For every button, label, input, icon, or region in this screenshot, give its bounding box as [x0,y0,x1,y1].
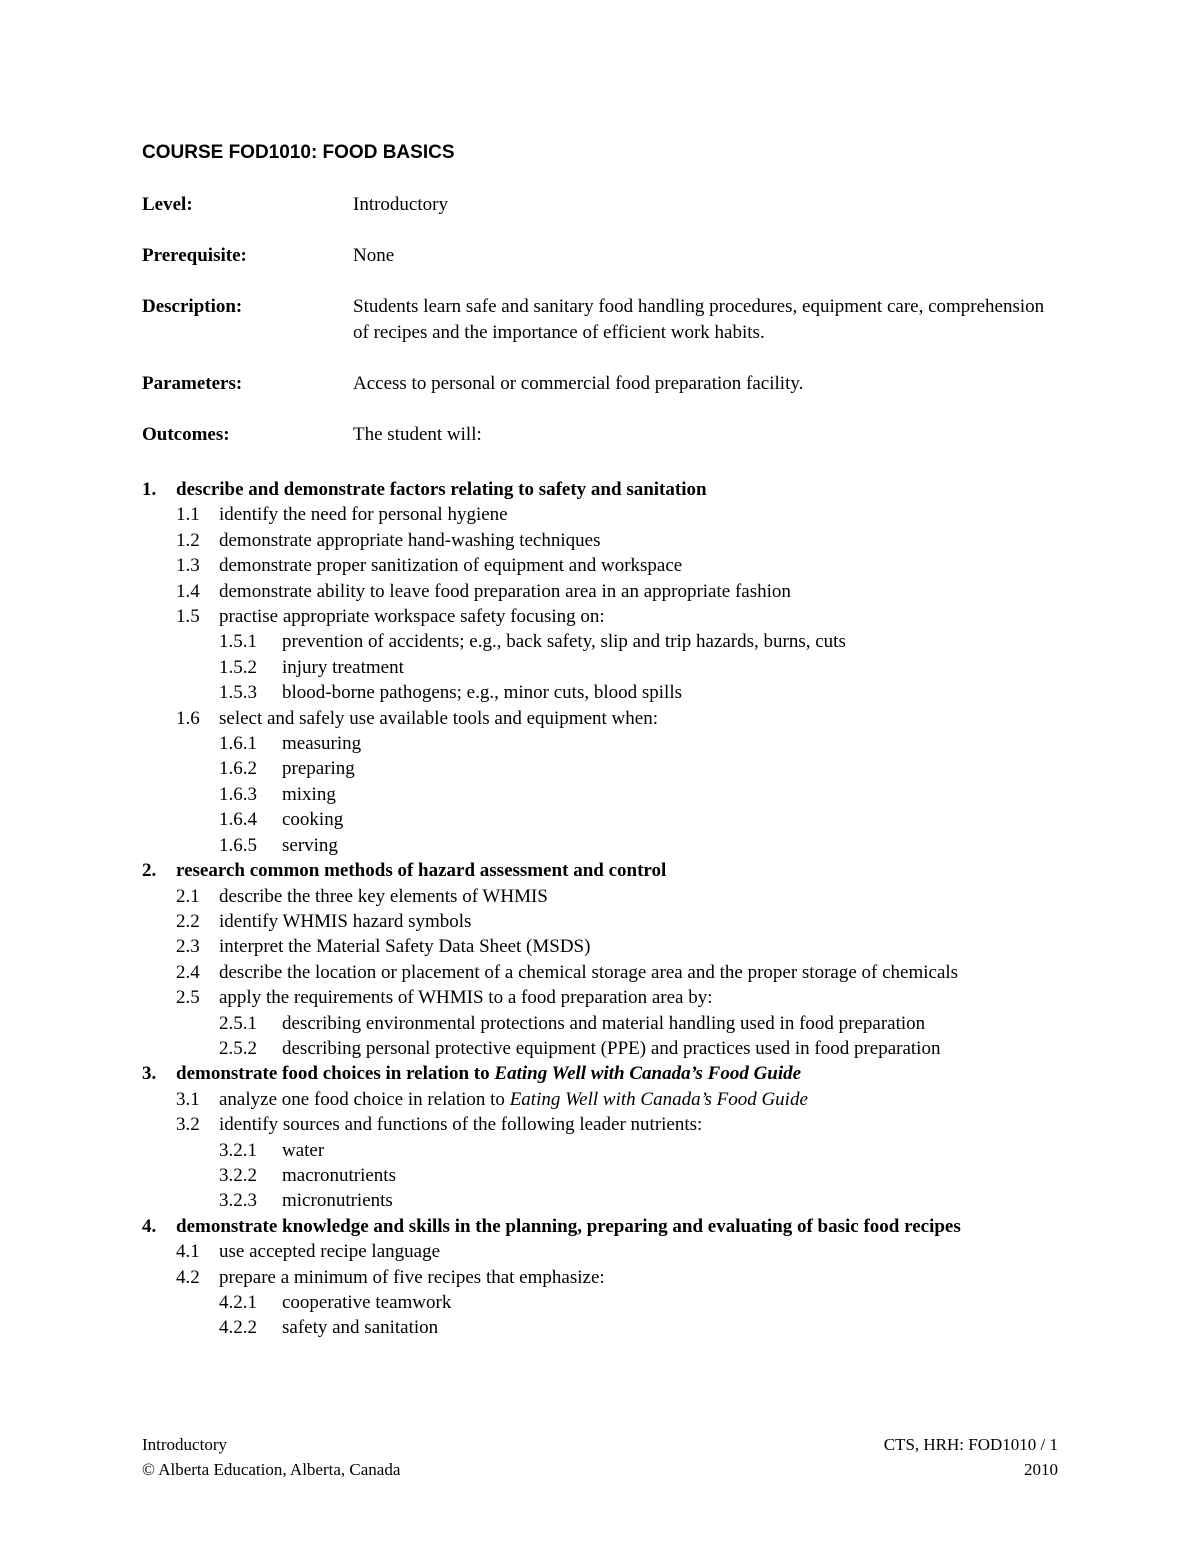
outcome-subitem-number: 1.5.1 [219,631,257,653]
outcome-item-text-main: apply the requirements of WHMIS to a food preparation area by: [219,987,713,1009]
outcome-subitem-text: cooking [282,809,344,831]
outcome-subitem-number: 1.5.3 [219,682,257,704]
outcome-item [142,985,1062,1010]
outcome-item-text [219,553,1062,578]
outcome-item-text-main: prepare a minimum of five recipes that emphasize: [219,1266,605,1288]
outcome-item-text-main: use accepted recipe language [219,1241,441,1263]
footer-right [884,1432,1058,1482]
outcome-item-text-italic: Eating Well with Canada’s Food Guide [509,1088,808,1110]
parameters-row [142,371,1062,397]
outcome-subitem-text: water [282,1139,325,1161]
outcome-item [142,1265,1062,1290]
level-label: Level: [142,194,193,215]
outcome-item-number: 2.1 [176,885,200,907]
outcome-text [176,1061,1062,1086]
footer-left [142,1432,400,1482]
outcome-item [142,604,1062,629]
outcome-subitem [142,1188,1062,1213]
outcome-subitem-text: injury treatment [282,656,404,678]
outcome-subitem-number: 2.5.1 [219,1012,257,1034]
outcome-item-text-main: identify the need for personal hygiene [219,504,508,526]
outcome-subitem-text: serving [282,834,338,856]
level-value: Introductory [353,194,448,215]
outcome-item-number: 1.4 [176,580,200,602]
outcome-subitem-number: 4.2.2 [219,1317,257,1339]
outcome-text-main: demonstrate food choices in relation to [176,1063,495,1085]
outcome-subitem-number: 1.6.3 [219,783,257,805]
outcome-subitem-number: 1.5.2 [219,656,257,678]
outcome-item-text-main: demonstrate appropriate hand-washing techniques [219,529,601,551]
outcome-subitem-text: safety and sanitation [282,1317,439,1339]
outcome-item-number: 4.1 [176,1241,200,1263]
outcome-subitem [142,629,1062,654]
outcome-item-number: 1.1 [176,504,200,526]
footer-copyright: © Alberta Education, Alberta, Canada [142,1460,401,1479]
outcome-subitem-number: 3.2.3 [219,1190,257,1212]
outcome-item-text-main: identify sources and functions of the following leader nutrients: [219,1114,703,1136]
outcome-subitem-number: 1.6.5 [219,834,257,856]
outcome-text-main: demonstrate knowledge and skills in the planning, preparing and evaluating of basic food recipes [176,1215,961,1237]
outcome-item-text [219,1239,1062,1264]
outcome-item [142,1112,1062,1137]
outcome-number: 4. [142,1215,157,1237]
outcome-heading [142,1061,1062,1086]
outcome-item-text [219,1112,1062,1137]
outcome-item-text-main: describe the three key elements of WHMIS [219,885,548,907]
outcome-item-text-main: select and safely use available tools and equipment when: [219,707,658,729]
outcome-text-italic: Eating Well with Canada’s Food Guide [494,1063,802,1085]
prerequisite-row [142,243,1062,269]
outcomes-label: Outcomes: [142,423,230,445]
outcome-subitem-text: blood-borne pathogens; e.g., minor cuts, blood spills [282,682,683,704]
outcome-item-number: 2.5 [176,987,200,1009]
outcome-item-number: 3.2 [176,1114,200,1136]
outcome-item-text [219,502,1062,527]
outcome-item [142,884,1062,909]
outcome-item-text-main: interpret the Material Safety Data Sheet (MSDS) [219,936,591,958]
outcome-subitem-text: measuring [282,733,362,755]
outcome-text [176,1214,1062,1239]
outcome-item-number: 1.5 [176,606,200,628]
outcome-subitem-text: cooperative teamwork [282,1292,452,1313]
outcome-subitem [142,655,1062,680]
footer-year: 2010 [1024,1460,1058,1479]
outcome-subitem-number: 4.2.1 [219,1292,257,1313]
outcome-item [142,579,1062,604]
parameters-label: Parameters: [142,372,243,394]
description-value: Students learn safe and sanitary food handling procedures, equipment care, comprehension of recipes and the importance of efficient work habits. [353,296,1045,343]
prerequisite-label: Prerequisite: [142,245,247,266]
outcome-text [176,858,1062,883]
outcome-item-number: 1.2 [176,529,200,551]
outcome-subitem-number: 1.6.4 [219,809,257,831]
outcome-item [142,960,1062,985]
outcome-subitem [142,1036,1062,1061]
outcome-item [142,706,1062,731]
outcome-heading [142,477,1062,502]
outcome-item-number: 4.2 [176,1266,200,1288]
outcome-subitem-text: mixing [282,783,336,805]
outcome-subitem [142,756,1062,781]
outcome-subitem [142,1315,1062,1340]
outcome-item-text [219,1265,1062,1290]
outcome-subitem-number: 3.2.2 [219,1164,257,1186]
outcome-subitem-text: macronutrients [282,1164,396,1186]
outcome-item-text [219,909,1062,934]
outcome-number: 2. [142,860,157,882]
footer-course-code: CTS, HRH: FOD1010 / 1 [883,1435,1058,1454]
prerequisite-value: None [353,245,395,266]
outcome-text [176,477,1062,502]
outcome-subitem-text: preparing [282,758,355,780]
outcome-subitem-text: prevention of accidents; e.g., back safety, slip and trip hazards, burns, cuts [282,631,846,653]
outcome-item-number: 2.2 [176,910,200,932]
course-title: COURSE FOD1010: FOOD BASICS [142,142,455,163]
outcome-subitem-text: describing environmental protections and material handling used in food preparation [282,1012,926,1034]
outcome-item-text [219,706,1062,731]
outcome-item-number: 1.3 [176,555,200,577]
outcome-subitem [142,1290,1062,1315]
outcome-item-text [219,528,1062,553]
outcome-item-text [219,1087,1062,1112]
outcome-subitem [142,833,1062,858]
outcome-item-text-main: analyze one food choice in relation to [219,1088,510,1110]
outcome-subitem [142,680,1062,705]
outcomes-row [142,422,1062,448]
outcome-number: 1. [142,479,157,500]
outcome-number: 3. [142,1063,157,1085]
description-label: Description: [142,296,243,317]
level-row [142,192,1062,218]
outcome-subitem-number: 2.5.2 [219,1037,257,1059]
outcome-subitem [142,1138,1062,1163]
outcome-item [142,1087,1062,1112]
outcome-subitem [142,782,1062,807]
outcome-text-main: describe and demonstrate factors relating to safety and sanitation [176,479,707,500]
footer-level: Introductory [142,1435,227,1454]
outcome-subitem-number: 1.6.2 [219,758,257,780]
outcome-item-number: 2.4 [176,961,200,983]
outcome-heading [142,1214,1062,1239]
outcome-subitem-text: describing personal protective equipment (PPE) and practices used in food preparation [282,1037,941,1059]
outcome-item-text [219,934,1062,959]
outcomes-list [142,477,1062,1341]
outcome-item-text-main: describe the location or placement of a chemical storage area and the proper storage of chemicals [219,961,959,983]
outcome-item-text [219,960,1062,985]
outcome-item [142,909,1062,934]
outcome-subitem [142,807,1062,832]
outcome-text-main: research common methods of hazard assessment and control [176,860,667,882]
outcome-item [142,934,1062,959]
outcome-subitem [142,731,1062,756]
parameters-value: Access to personal or commercial food preparation facility. [353,372,804,394]
outcomes-value: The student will: [353,423,482,445]
outcome-subitem-number: 3.2.1 [219,1139,257,1161]
outcome-heading [142,858,1062,883]
outcome-item-text [219,884,1062,909]
outcome-subitem-number: 1.6.1 [219,733,257,755]
outcome-subitem [142,1011,1062,1036]
course-meta [142,192,1062,473]
outcome-subitem [142,1163,1062,1188]
outcome-item-text-main: demonstrate proper sanitization of equipment and workspace [219,555,683,577]
outcome-item-number: 1.6 [176,707,200,729]
outcome-item-number: 3.1 [176,1088,200,1110]
outcome-item-text [219,579,1062,604]
outcome-item [142,528,1062,553]
outcome-item-text [219,985,1062,1010]
outcome-item [142,553,1062,578]
outcome-item-number: 2.3 [176,936,200,958]
outcome-item-text-main: identify WHMIS hazard symbols [219,910,472,932]
outcome-subitem-text: micronutrients [282,1190,393,1212]
outcome-item-text-main: demonstrate ability to leave food preparation area in an appropriate fashion [219,580,791,602]
description-row [142,294,1062,345]
outcome-item-text [219,604,1062,629]
outcome-item [142,1239,1062,1264]
outcome-item-text-main: practise appropriate workspace safety focusing on: [219,606,605,628]
outcome-item [142,502,1062,527]
